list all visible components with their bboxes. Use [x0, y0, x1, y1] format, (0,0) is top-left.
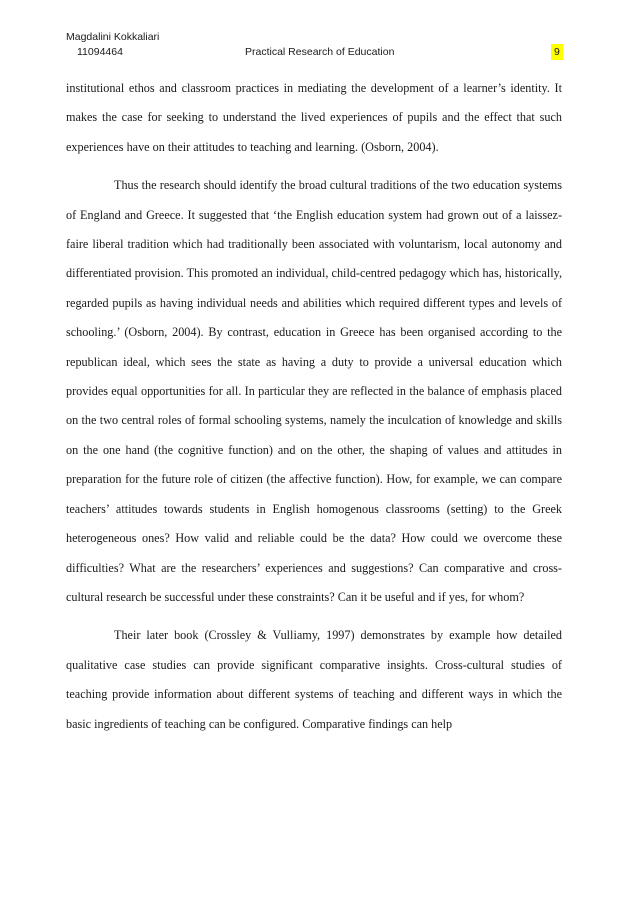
page-number: 9 — [551, 44, 563, 60]
running-title: Practical Research of Education — [245, 46, 395, 58]
paragraph-cultural-traditions: Thus the research should identify the broad cultural traditions of the two education systems of England and Greece. It suggested that ‘the English education system had grown out of a laissez-faire liberal tradition which had traditionally been associated with voluntarism, local autonomy and differentiated provision. This promoted an individual, child-centred pedagogy which has, historically, regarded pupils as having individual needs and abilities which required different types and levels of schooling.’ (Osborn, 2004). By contrast, education in Greece has been organised according to the republican ideal, which sees the state as having a duty to provide a universal education which provides equal opportunities for all. In particular they are reflected in the balance of emphasis placed on the two central roles of formal schooling systems, namely the inculcation of knowledge and skills on the one hand (the cognitive function) and on the other, the shaping of values and attitudes in preparation for the future role of citizen (the affective function). How, for example, we can compare teachers’ attitudes towards students in English homogenous classrooms (setting) to the Greek heterogeneous ones? How valid and reliable could be the data? How could we overcome these difficulties? What are the researchers’ experiences and suggestions? Can comparative and cross-cultural research be successful under these constraints? Can it be useful and if yes, for whom? — [66, 178, 562, 604]
body-text — [66, 74, 562, 739]
paragraph-continuation: institutional ethos and classroom practices in mediating the development of a learner’s identity. It makes the case for seeking to understand the lived experiences of pupils and the effect that such experiences have on their attitudes to teaching and learning. (Osborn, 2004). — [66, 81, 562, 154]
student-id: 11094464 — [77, 46, 123, 58]
page-header — [66, 30, 566, 60]
author-name: Magdalini Kokkaliari — [66, 31, 160, 43]
paragraph-later-book: Their later book (Crossley & Vulliamy, 1997) demonstrates by example how detailed qualitative case studies can provide significant comparative insights. Cross-cultural studies of teaching provide information about different systems of teaching and different ways in which the basic ingredients of teaching can be configured. Comparative findings can help — [66, 628, 562, 731]
header-row — [66, 44, 566, 60]
